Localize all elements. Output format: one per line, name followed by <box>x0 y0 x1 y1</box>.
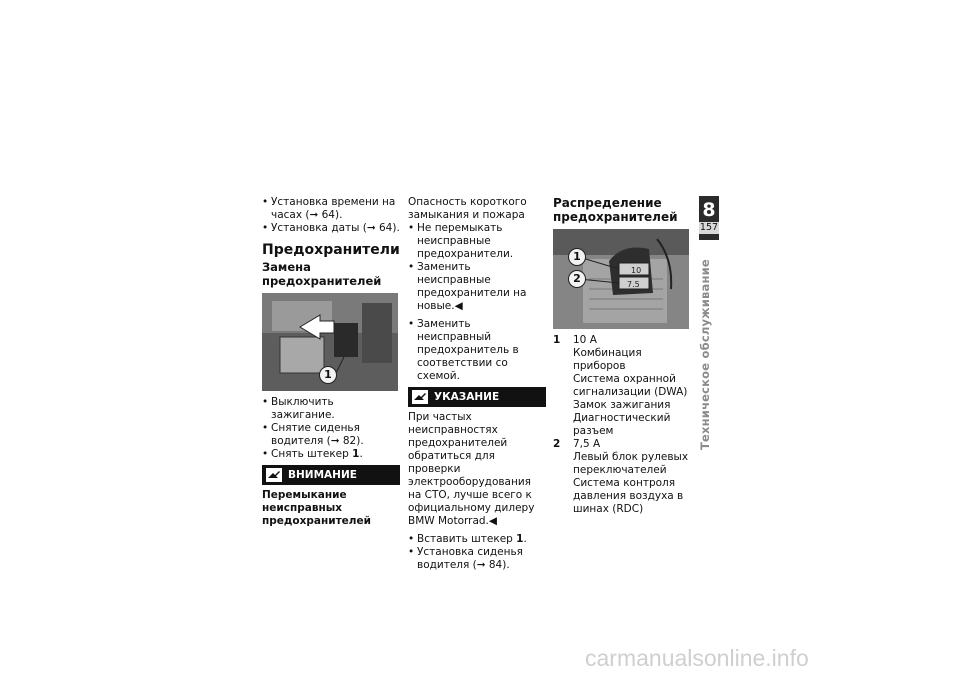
bullet-remove-plug: • Снять штекер 1. <box>262 448 363 460</box>
section-heading-fuses: Предохранители <box>262 242 400 258</box>
fuse-label-1: 10 <box>631 266 642 275</box>
fuse-plug-photo <box>262 293 398 391</box>
warning-bar <box>262 465 400 485</box>
column-3 <box>553 196 691 516</box>
chapter-tab <box>699 196 719 240</box>
bullet-install-seat: • Установка сиденья водителя (➞ 84). <box>408 546 523 571</box>
bullet-no-bridge: • Не перемыкать неисправные предохранители. <box>408 222 514 260</box>
note-label: УКАЗАНИЕ <box>434 390 500 403</box>
watermark-text: carmanualsonline.info <box>585 645 809 671</box>
legend-line: Система контроля давления воздуха в шинах (RDC) <box>573 477 684 515</box>
bullet-replace-new: • Заменить неисправные предохранители на новые.◀ <box>408 261 527 312</box>
legend-number: 2 <box>553 438 561 450</box>
legend-line: Левый блок рулевых переключателей <box>573 451 689 476</box>
section-heading-fuse-layout: Распределение предохранителей <box>553 196 678 224</box>
legend-line: 7,5 A <box>573 438 601 450</box>
bullet-set-date: • Установка даты (➞ 64). <box>262 222 400 234</box>
note-text: При частых неисправностях предохранителей обратиться для проверки электрооборудования на СТО, лучше всего к официальному дилеру BMW Motorrad.◀ <box>408 411 535 527</box>
column-1 <box>262 196 400 528</box>
callout-2: 2 <box>568 270 586 288</box>
legend-item-1 <box>553 334 691 438</box>
legend-line: Диагностический разъем <box>573 412 671 437</box>
bullet-ignition-off: • Выключить зажигание. <box>262 396 335 421</box>
callout-1: 1 <box>319 366 337 384</box>
legend-item-2 <box>553 438 691 516</box>
wrench-hand-icon <box>266 468 282 482</box>
column-2 <box>408 196 546 572</box>
chapter-side-title: Техническое обслуживание <box>698 259 712 450</box>
bullet-replace-per-diagram: • Заменить неисправный предохранитель в соответствии со схемой. <box>408 318 519 382</box>
legend-line: Система охранной сигнализации (DWA) <box>573 373 688 398</box>
legend-line: 10 A <box>573 334 597 346</box>
legend-line: Замок зажигания <box>573 399 671 411</box>
warning-intro: Опасность короткого замыкания и пожара <box>408 196 527 221</box>
bullet-set-time: • Установка времени на часах (➞ 64). <box>262 196 396 221</box>
chapter-number: 8 <box>702 199 716 221</box>
warning-label: ВНИМАНИЕ <box>288 468 357 481</box>
warning-title: Перемыкание неисправных предохранителей <box>262 489 371 527</box>
bullet-insert-plug: • Вставить штекер 1. <box>408 533 527 545</box>
subheading-replace-fuses: Замена предохранителей <box>262 260 382 288</box>
legend-number: 1 <box>553 334 561 346</box>
callout-1: 1 <box>568 248 586 266</box>
fuse-box-photo <box>553 229 689 329</box>
wrench-hand-icon <box>412 390 428 404</box>
note-bar <box>408 387 546 407</box>
page-number: 157 <box>699 222 719 233</box>
fuse-label-2: 7.5 <box>627 280 640 289</box>
legend-line: Комбинация приборов <box>573 347 642 372</box>
bullet-remove-seat: • Снятие сиденья водителя (➞ 82). <box>262 422 364 447</box>
